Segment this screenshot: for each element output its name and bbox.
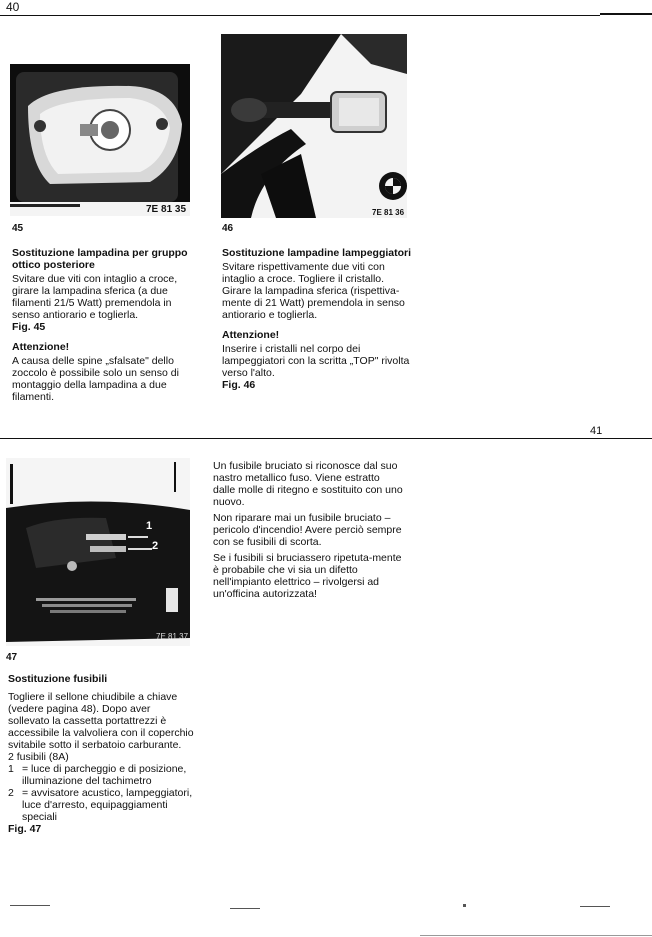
figure-47-heading: Sostituzione fusibili [8, 673, 108, 685]
figure-45-warning-heading: Attenzione! [12, 341, 70, 353]
top-rule-right [600, 13, 652, 15]
fuse-info-paragraph-2: Non riparare mai un fusibile bruciato – pericolo d'incendio! Avere perciò sempre con se fusibili di scorta. [213, 512, 402, 548]
figure-46-warning-body: Inserire i cristalli nel corpo dei lampeggiatori con la scritta „TOP" rivolta verso l'alto. [222, 343, 410, 379]
scan-speck [10, 905, 50, 906]
fuse-key: 1 [8, 763, 14, 775]
fuse-key: 2 [8, 787, 14, 799]
fuse-description: = avvisatore acustico, lampeggiatori, luce d'arresto, equipaggiamenti speciali [22, 787, 193, 823]
figure-46-ref: Fig. 46 [222, 379, 256, 391]
scan-speck [230, 908, 260, 909]
figure-47-body: Togliere il sellone chiudibile a chiave (vedere pagina 48). Dopo aver sollevato la cassetta portattrezzi è accessibile la valvoliera con il coperchio svitabile sotto il serbatoio carburante. [8, 691, 194, 751]
fuse-info-paragraph-1: Un fusibile bruciato si riconosce dal suo nastro metallico fuso. Viene estratto dalle molle di ritegno e sostituito con uno nuovo. [213, 460, 403, 508]
figure-47-text [8, 673, 194, 835]
figure-47-photo [6, 458, 190, 646]
fuse-info-text [213, 460, 403, 600]
fuse-list-item [8, 787, 194, 823]
figure-47-code: 7E 81 37 [156, 632, 189, 641]
figure-47-fuses-line: 2 fusibili (8A) [8, 751, 69, 763]
fuse-info-paragraph-3: Se i fusibili si bruciassero ripetuta-mente è probabile che vi sia un difetto nell'impianto elettrico – rivolgersi ad un'officina autorizzata! [213, 552, 402, 600]
figure-46-number: 46 [222, 223, 234, 234]
fuse-description: = luce di parcheggio e di posizione, illuminazione del tachimetro [22, 763, 187, 787]
scan-speck [463, 904, 466, 907]
figure-46-photo [221, 34, 407, 218]
scan-speck [580, 906, 610, 907]
figure-46-warning-heading: Attenzione! [222, 329, 280, 341]
figure-47-callout-2: 2 [152, 540, 159, 552]
page-number-bottom: 41 [590, 425, 603, 437]
fuse-list-item [8, 763, 194, 787]
middle-rule [0, 438, 652, 439]
scan-speck [420, 935, 652, 936]
figure-46-text [222, 247, 412, 391]
figure-46-code: 7E 81 36 [372, 208, 405, 217]
figure-45-number: 45 [12, 223, 24, 234]
figure-45-photo [10, 64, 190, 216]
figure-47-number: 47 [6, 652, 18, 663]
figure-45-ref: Fig. 45 [12, 321, 46, 333]
figure-47-ref: Fig. 47 [8, 823, 42, 835]
page-number-top: 40 [6, 0, 20, 14]
top-rule [0, 15, 600, 16]
figure-45-warning-body: A causa delle spine „sfalsate" dello zoccolo è possibile solo un senso di montaggio della lampadina a due filamenti. [12, 355, 179, 403]
figure-47-callout-1: 1 [146, 520, 153, 532]
figure-45-heading: Sostituzione lampadina per gruppo ottico posteriore [12, 247, 188, 271]
figure-46-heading: Sostituzione lampadine lampeggiatori [222, 247, 412, 259]
figure-45-text [12, 247, 202, 403]
figure-46-body: Svitare rispettivamente due viti con intaglio a croce. Togliere il cristallo. Girare la lampadina sferica (rispettiva-mente di 21 Watt) premendola in senso antiorario e toglierla. [222, 261, 405, 321]
figure-45-code: 7E 81 35 [146, 204, 187, 215]
figure-45-body: Svitare due viti con intaglio a croce, girare la lampadina sferica (a due filamenti 21/5 Watt) premendola in senso antiorario e toglierla. [12, 273, 178, 321]
